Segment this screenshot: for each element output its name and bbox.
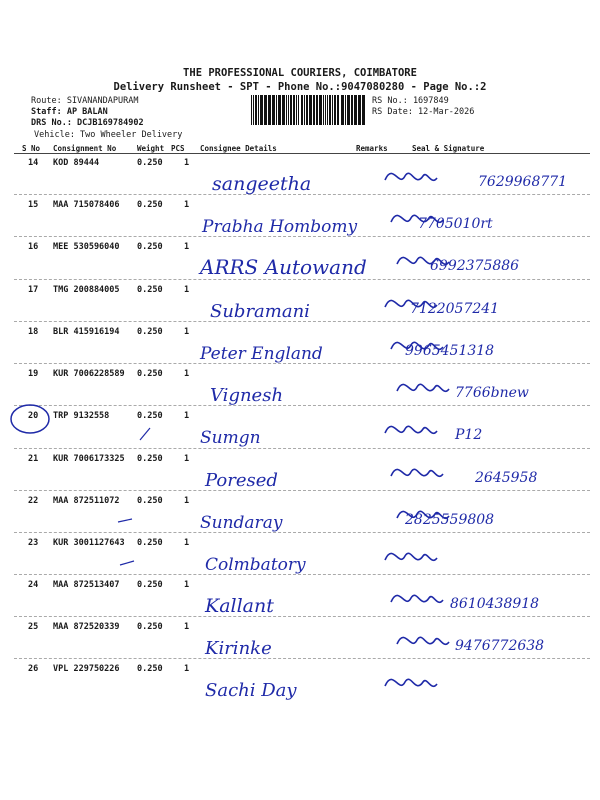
drs-label: DRS No.: DCJB169784902 xyxy=(31,118,144,128)
row-weight: 0.250 xyxy=(137,200,163,210)
row-consignment: BLR 415916194 xyxy=(53,327,120,337)
row-consignment: MAA 872520339 xyxy=(53,622,120,632)
handwritten-phone: 7766bnew xyxy=(455,385,529,401)
row-pcs: 1 xyxy=(184,664,190,674)
row-weight: 0.250 xyxy=(137,664,163,674)
row-pcs: 1 xyxy=(184,496,190,506)
runsheet-subtitle: Delivery Runsheet - SPT - Phone No.:9047080280 - Page No.:2 xyxy=(113,81,487,93)
row-sno: 17 xyxy=(28,285,39,295)
handwritten-phone: 6992375886 xyxy=(430,258,520,274)
col-seal: Seal & Signature xyxy=(412,144,485,153)
row-consignment: KUR 7006228589 xyxy=(53,369,125,379)
row-pcs: 1 xyxy=(184,454,190,464)
handwritten-phone: 8610438918 xyxy=(450,596,540,612)
handwritten-name: Sundaray xyxy=(200,513,283,533)
row-sno: 18 xyxy=(28,327,39,337)
handwritten-name: sangeetha xyxy=(212,173,312,195)
handwritten-name: ARRS Autowand xyxy=(200,255,367,279)
row-consignment: TMG 200884005 xyxy=(53,285,120,295)
row-consignment: VPL 229750226 xyxy=(53,664,120,674)
row-consignment: MAA 872511072 xyxy=(53,496,120,506)
signature-scribble xyxy=(385,553,437,560)
col-consignee: Consignee Details xyxy=(200,144,277,153)
row-weight: 0.250 xyxy=(137,369,163,379)
signature-scribble xyxy=(391,595,443,602)
row-pcs: 1 xyxy=(184,158,190,168)
rs-date: RS Date: 12-Mar-2026 xyxy=(372,107,475,117)
row-consignment: TRP 9132558 xyxy=(53,411,110,421)
company-title: THE PROFESSIONAL COURIERS, COIMBATORE xyxy=(183,67,417,79)
col-pcs: PCS xyxy=(171,144,185,153)
row-pcs: 1 xyxy=(184,538,190,548)
circle-mark xyxy=(11,405,49,433)
row-pcs: 1 xyxy=(184,242,190,252)
signature-scribble xyxy=(385,679,437,686)
route-label: Route: SIVANANDAPURAM xyxy=(31,96,139,106)
handwritten-phone: 2645958 xyxy=(475,470,538,486)
row-consignment: KUR 7006173325 xyxy=(53,454,125,464)
row-weight: 0.250 xyxy=(137,242,163,252)
handwritten-name: Prabha Hombomy xyxy=(202,217,358,237)
row-pcs: 1 xyxy=(184,622,190,632)
row-weight: 0.250 xyxy=(137,285,163,295)
row-consignment: MAA 872513407 xyxy=(53,580,120,590)
col-remarks: Remarks xyxy=(356,144,388,153)
handwritten-phone: 7122057241 xyxy=(410,301,500,317)
row-sno: 16 xyxy=(28,242,39,252)
handwritten-phone: P12 xyxy=(455,427,483,443)
row-sno: 20 xyxy=(28,411,39,421)
handwritten-name: Kallant xyxy=(205,595,274,617)
row-pcs: 1 xyxy=(184,285,190,295)
row-consignment: MEE 530596040 xyxy=(53,242,120,252)
handwritten-name: Sumgn xyxy=(200,428,261,448)
row-sno: 24 xyxy=(28,580,39,590)
row-weight: 0.250 xyxy=(137,411,163,421)
signature-scribble xyxy=(391,469,443,476)
row-consignment: KUR 3001127643 xyxy=(53,538,125,548)
handwritten-name: Sachi Day xyxy=(205,680,297,701)
row-consignment: KOD 89444 xyxy=(53,158,100,168)
vehicle-label: Vehicle: Two Wheeler Delivery xyxy=(34,130,183,140)
handwritten-phone: 7705010rt xyxy=(418,216,493,232)
handwritten-name: Peter England xyxy=(200,344,323,364)
handwritten-phone: 7629968771 xyxy=(478,174,568,190)
stray-mark xyxy=(118,519,132,522)
row-weight: 0.250 xyxy=(137,454,163,464)
col-sno: S No xyxy=(22,144,41,153)
row-sno: 26 xyxy=(28,664,39,674)
handwritten-name: Kirinke xyxy=(205,638,272,659)
row-pcs: 1 xyxy=(184,411,190,421)
row-weight: 0.250 xyxy=(137,496,163,506)
signature-scribble xyxy=(385,426,437,433)
handwritten-phone: 2825559808 xyxy=(405,512,495,528)
row-weight: 0.250 xyxy=(137,327,163,337)
handwritten-name: Subramani xyxy=(210,301,310,322)
handwritten-phone: 9965451318 xyxy=(405,343,495,359)
row-sno: 19 xyxy=(28,369,39,379)
row-pcs: 1 xyxy=(184,369,190,379)
handwritten-name: Vignesh xyxy=(210,385,284,406)
col-consignment: Consignment No xyxy=(53,144,117,153)
stray-mark xyxy=(120,561,134,565)
signature-scribble xyxy=(397,637,449,644)
row-weight: 0.250 xyxy=(137,538,163,548)
handwritten-name: Poresed xyxy=(205,470,278,491)
row-pcs: 1 xyxy=(184,200,190,210)
row-weight: 0.250 xyxy=(137,580,163,590)
staff-label: Staff: AP BALAN xyxy=(31,107,108,117)
handwritten-name: Colmbatory xyxy=(205,555,306,575)
col-weight: Weight xyxy=(137,144,165,153)
signature-scribble xyxy=(385,173,437,180)
row-consignment: MAA 715078406 xyxy=(53,200,120,210)
row-weight: 0.250 xyxy=(137,158,163,168)
row-sno: 23 xyxy=(28,538,39,548)
row-sno: 21 xyxy=(28,454,39,464)
row-sno: 22 xyxy=(28,496,39,506)
row-pcs: 1 xyxy=(184,327,190,337)
row-sno: 15 xyxy=(28,200,39,210)
row-pcs: 1 xyxy=(184,580,190,590)
signature-scribble xyxy=(397,384,449,391)
rs-number: RS No.: 1697849 xyxy=(372,96,449,106)
stray-mark xyxy=(140,428,150,440)
row-sno: 14 xyxy=(28,158,39,168)
row-weight: 0.250 xyxy=(137,622,163,632)
row-sno: 25 xyxy=(28,622,39,632)
handwritten-phone: 9476772638 xyxy=(455,638,545,654)
